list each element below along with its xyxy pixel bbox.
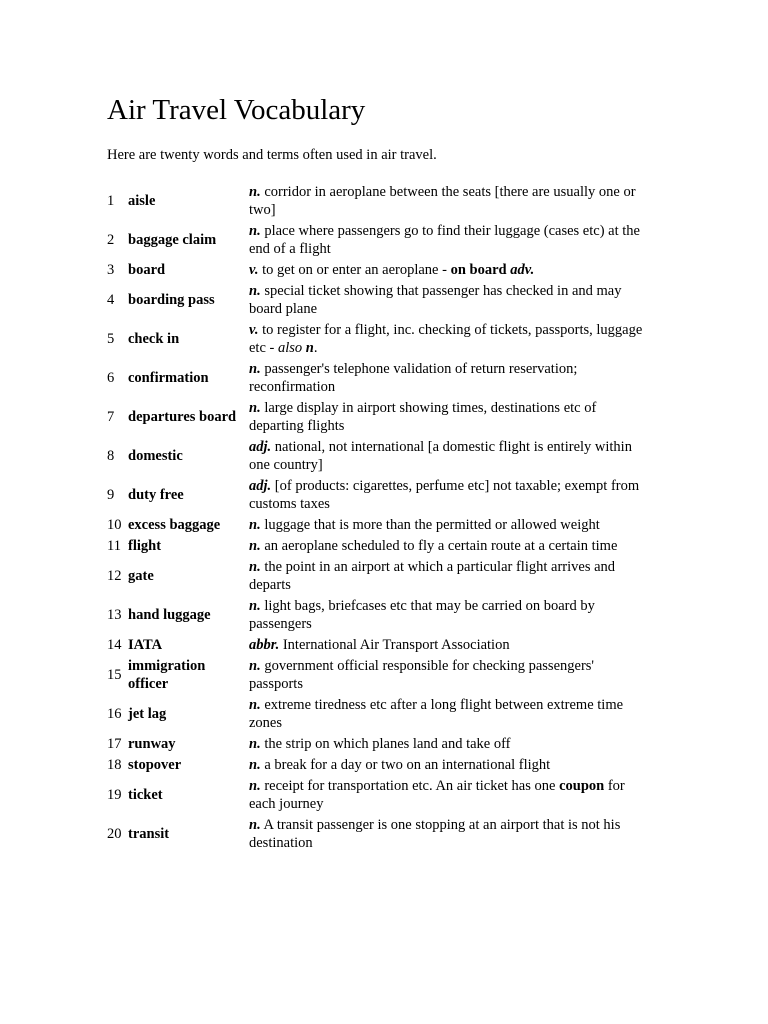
entry-definition xyxy=(249,476,649,515)
vocabulary-table xyxy=(107,182,649,854)
entry-number: 2 xyxy=(107,232,115,248)
entry-term: jet lag xyxy=(128,706,167,722)
entry-term: aisle xyxy=(128,193,156,209)
definition-text: corridor in aeroplane between the seats [there are usually one or two] xyxy=(249,184,636,218)
table-row xyxy=(107,320,649,359)
entry-number: 8 xyxy=(107,448,115,464)
table-row xyxy=(107,656,649,695)
part-of-speech: n. xyxy=(249,757,261,773)
definition-text: to get on or enter an aeroplane - xyxy=(262,262,451,278)
entry-definition xyxy=(249,359,649,398)
entry-number: 11 xyxy=(107,538,121,554)
part-of-speech: n. xyxy=(249,538,261,554)
entry-definition xyxy=(249,755,649,776)
entry-number: 6 xyxy=(107,370,115,386)
entry-term: boarding pass xyxy=(128,292,215,308)
entry-definition xyxy=(249,398,649,437)
entry-number: 14 xyxy=(107,637,122,653)
entry-term: transit xyxy=(128,826,170,842)
entry-number: 5 xyxy=(107,331,115,347)
entry-definition xyxy=(249,437,649,476)
table-row xyxy=(107,635,649,656)
table-row xyxy=(107,596,649,635)
entry-number: 12 xyxy=(107,568,122,584)
entry-definition xyxy=(249,221,649,260)
part-of-speech: n. xyxy=(249,598,261,614)
definition-bold-text: coupon xyxy=(559,778,605,794)
entry-definition xyxy=(249,815,649,854)
definition-text: government official responsible for checking passengers' passports xyxy=(249,658,595,692)
entry-term: runway xyxy=(128,736,176,752)
entry-definition xyxy=(249,281,649,320)
definition-text: the point in an airport at which a particular flight arrives and departs xyxy=(249,559,616,593)
entry-definition xyxy=(249,596,649,635)
entry-number: 13 xyxy=(107,607,122,623)
table-row xyxy=(107,182,649,221)
secondary-part-of-speech: adv. xyxy=(510,262,535,278)
table-row xyxy=(107,557,649,596)
definition-tail-text: for each journey xyxy=(249,778,625,812)
intro-text: Here are twenty words and terms often used in air travel. xyxy=(107,147,437,163)
definition-text: luggage that is more than the permitted or allowed weight xyxy=(264,517,600,533)
vocabulary-table-body xyxy=(107,182,649,854)
definition-text: [of products: cigarettes, perfume etc] not taxable; exempt from customs taxes xyxy=(249,478,640,512)
entry-number: 17 xyxy=(107,736,122,752)
part-of-speech: n. xyxy=(249,817,261,833)
page-title: Air Travel Vocabulary xyxy=(107,94,366,126)
table-row xyxy=(107,476,649,515)
definition-text: A transit passenger is one stopping at an airport that is not his destination xyxy=(249,817,621,851)
entry-term: flight xyxy=(128,538,162,554)
entry-term: gate xyxy=(128,568,154,584)
entry-term: baggage claim xyxy=(128,232,217,248)
part-of-speech: n. xyxy=(249,283,261,299)
definition-text: light bags, briefcases etc that may be carried on board by passengers xyxy=(249,598,595,632)
table-row xyxy=(107,734,649,755)
secondary-part-of-speech: n xyxy=(305,340,314,356)
definition-bold-text: on board xyxy=(450,262,507,278)
entry-definition xyxy=(249,260,649,281)
table-row xyxy=(107,515,649,536)
table-row xyxy=(107,776,649,815)
entry-definition xyxy=(249,182,649,221)
entry-term: confirmation xyxy=(128,370,209,386)
part-of-speech: n. xyxy=(249,778,261,794)
entry-number: 10 xyxy=(107,517,122,533)
entry-definition xyxy=(249,635,649,656)
entry-definition xyxy=(249,695,649,734)
entry-definition xyxy=(249,776,649,815)
part-of-speech: n. xyxy=(249,184,261,200)
entry-number: 7 xyxy=(107,409,115,425)
part-of-speech: abbr. xyxy=(249,637,280,653)
part-of-speech: adj. xyxy=(249,439,272,455)
entry-definition xyxy=(249,557,649,596)
entry-number: 20 xyxy=(107,826,122,842)
definition-text: the strip on which planes land and take off xyxy=(264,736,511,752)
definition-text: special ticket showing that passenger has checked in and may board plane xyxy=(249,283,622,317)
entry-number: 15 xyxy=(107,667,122,683)
entry-definition xyxy=(249,536,649,557)
entry-term: domestic xyxy=(128,448,183,464)
definition-text: extreme tiredness etc after a long flight between extreme time zones xyxy=(249,697,624,731)
table-row xyxy=(107,221,649,260)
entry-definition xyxy=(249,320,649,359)
entry-number: 1 xyxy=(107,193,115,209)
table-row xyxy=(107,359,649,398)
part-of-speech: n. xyxy=(249,517,261,533)
definition-text: passenger's telephone validation of return reservation; reconfirmation xyxy=(249,361,578,395)
entry-definition xyxy=(249,515,649,536)
entry-number: 18 xyxy=(107,757,122,773)
entry-number: 4 xyxy=(107,292,115,308)
definition-text: a break for a day or two on an international flight xyxy=(264,757,551,773)
table-row xyxy=(107,437,649,476)
part-of-speech: n. xyxy=(249,658,261,674)
entry-term: immigration officer xyxy=(128,658,206,692)
entry-term: board xyxy=(128,262,166,278)
definition-text: national, not international [a domestic flight is entirely within one country] xyxy=(249,439,632,473)
part-of-speech: n. xyxy=(249,361,261,377)
definition-text: an aeroplane scheduled to fly a certain route at a certain time xyxy=(264,538,618,554)
definition-text: to register for a flight, inc. checking of tickets, passports, luggage etc - xyxy=(249,322,643,356)
table-row xyxy=(107,536,649,557)
part-of-speech: n. xyxy=(249,736,261,752)
entry-term: hand luggage xyxy=(128,607,211,623)
entry-term: stopover xyxy=(128,757,182,773)
entry-definition xyxy=(249,734,649,755)
entry-term: departures board xyxy=(128,409,237,425)
table-row xyxy=(107,695,649,734)
definition-text: place where passengers go to find their luggage (cases etc) at the end of a flight xyxy=(249,223,640,257)
part-of-speech: v. xyxy=(249,262,259,278)
definition-text: receipt for transportation etc. An air ticket has one xyxy=(264,778,560,794)
part-of-speech: n. xyxy=(249,400,261,416)
part-of-speech: adj. xyxy=(249,478,272,494)
entry-term: IATA xyxy=(128,637,163,653)
entry-number: 3 xyxy=(107,262,115,278)
entry-number: 9 xyxy=(107,487,115,503)
table-row xyxy=(107,260,649,281)
definition-text: International Air Transport Association xyxy=(282,637,510,653)
definition-italic-text: also xyxy=(277,340,303,356)
table-row xyxy=(107,398,649,437)
entry-term: check in xyxy=(128,331,180,347)
table-row xyxy=(107,815,649,854)
entry-term: ticket xyxy=(128,787,163,803)
entry-definition xyxy=(249,656,649,695)
entry-term: duty free xyxy=(128,487,184,503)
entry-number: 19 xyxy=(107,787,122,803)
part-of-speech: n. xyxy=(249,559,261,575)
table-row xyxy=(107,281,649,320)
entry-term: excess baggage xyxy=(128,517,221,533)
definition-text: large display in airport showing times, destinations etc of departing flights xyxy=(249,400,597,434)
part-of-speech: n. xyxy=(249,697,261,713)
table-row xyxy=(107,755,649,776)
part-of-speech: v. xyxy=(249,322,259,338)
definition-tail-text: . xyxy=(313,340,318,356)
entry-number: 16 xyxy=(107,706,122,722)
part-of-speech: n. xyxy=(249,223,261,239)
